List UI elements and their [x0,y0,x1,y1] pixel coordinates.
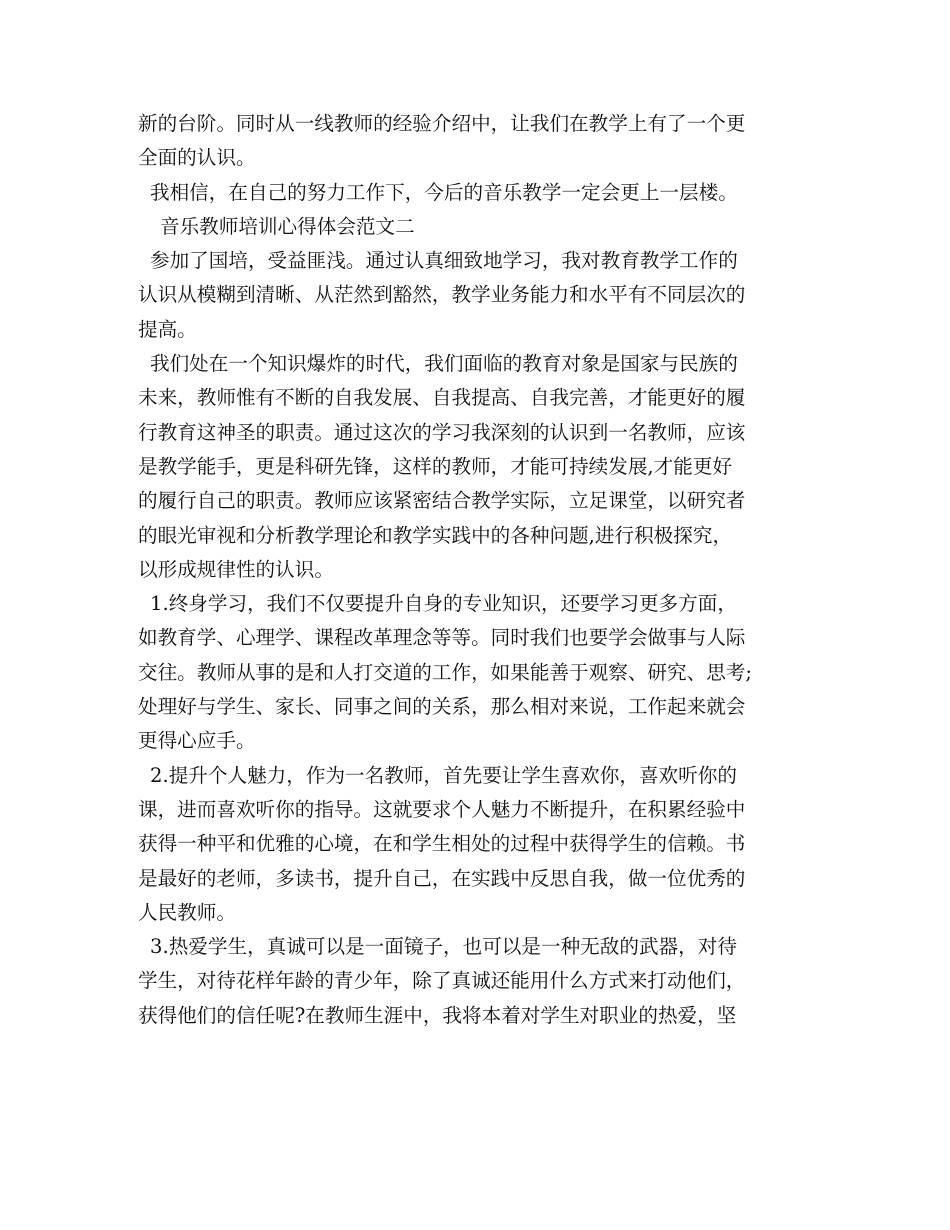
text-line: 的眼光审视和分析教学理论和教学实践中的各种问题,进行积极探究， [138,523,733,547]
text-line: 获得一种平和优雅的心境，在和学生相处的过程中获得学生的信赖。书 [138,832,746,856]
document-body [138,107,818,1033]
text-line: 人民教师。 [138,900,236,924]
text-line: 以形成规律性的认识。 [138,557,334,581]
list-item-1-line: 1.终身学习，我们不仅要提升自身的专业知识，还要学习更多方面， [150,592,737,616]
text-line: 获得他们的信任呢?在教师生涯中，我将本着对学生对职业的热爱，坚 [138,1003,737,1027]
text-line: 交往。教师从事的是和人打交道的工作，如果能善于观察、研究、思考; [138,660,753,684]
text-line: 认识从模糊到清晰、从茫然到豁然，教学业务能力和水平有不同层次的 [138,283,746,307]
text-line: 更得心应手。 [138,729,256,753]
list-item-2-line: 2.提升个人魅力，作为一名教师，首先要让学生喜欢你，喜欢听你的 [150,763,737,787]
text-line: 处理好与学生、家长、同事之间的关系，那么相对来说，工作起来就会 [138,695,746,719]
text-line: 我相信，在自己的努力工作下，今后的音乐教学一定会更上一层楼。 [150,180,738,204]
text-line: 我们处在一个知识爆炸的时代，我们面临的教育对象是国家与民族的 [150,352,738,376]
text-line: 参加了国培，受益匪浅。通过认真细致地学习，我对教育教学工作的 [150,249,738,273]
text-line: 全面的认识。 [138,146,256,170]
text-line: 新的台阶。同时从一线教师的经验介绍中，让我们在教学上有了一个更 [138,112,746,135]
text-line: 的履行自己的职责。教师应该紧密结合教学实际，立足课堂，以研究者 [138,489,746,513]
section-heading: 音乐教师培训心得体会范文二 [160,214,415,238]
text-line: 学生，对待花样年龄的青少年，除了真诚还能用什么方式来打动他们， [138,969,746,993]
text-line: 是最好的老师，多读书，提升自己，在实践中反思自我，做一位优秀的 [138,866,746,890]
text-line: 未来，教师惟有不断的自我发展、自我提高、自我完善，才能更好的履 [138,386,746,410]
list-item-3-line: 3.热爱学生，真诚可以是一面镜子，也可以是一种无敌的武器，对待 [150,935,737,959]
text-line: 行教育这神圣的职责。通过这次的学习我深刻的认识到一名教师，应该 [138,420,746,444]
text-line: 提高。 [138,317,197,341]
text-line: 如教育学、心理学、课程改革理念等等。同时我们也要学会做事与人际 [138,626,746,650]
text-line: 是教学能手，更是科研先锋，这样的教师，才能可持续发展,才能更好 [138,454,733,478]
text-line: 课，进而喜欢听你的指导。这就要求个人魅力不断提升，在积累经验中 [138,797,746,821]
